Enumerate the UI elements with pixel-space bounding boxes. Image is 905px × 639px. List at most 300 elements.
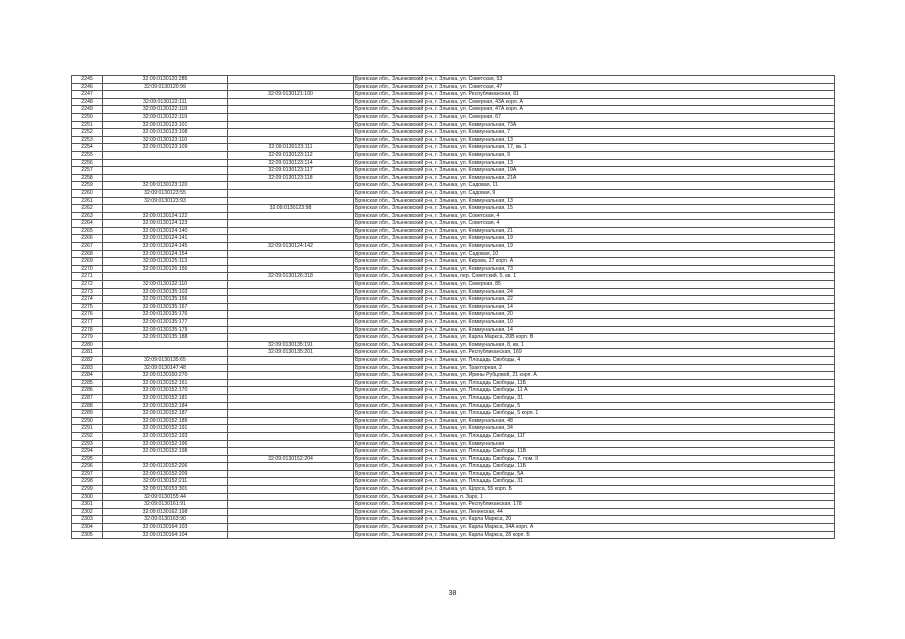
cadastral-number-cell: 32:09:0130152:181 bbox=[103, 394, 228, 402]
table-row bbox=[72, 235, 835, 243]
table-row bbox=[72, 470, 835, 478]
row-number-cell: 2283 bbox=[72, 364, 103, 372]
address-cell: Брянская обл., Злынковский р-н, г. Злынка, ул. Коммунальная, 20 bbox=[354, 311, 835, 319]
row-number-cell: 2262 bbox=[72, 205, 103, 213]
table-row bbox=[72, 493, 835, 501]
row-number-cell: 2259 bbox=[72, 182, 103, 190]
address-cell: Брянская обл., Злынковский р-н, г. Злынка, ул. Площадь Свободы, 5 bbox=[354, 402, 835, 410]
related-number-cell bbox=[228, 296, 354, 304]
table-row bbox=[72, 379, 835, 387]
row-number-cell: 2274 bbox=[72, 296, 103, 304]
table-row bbox=[72, 121, 835, 129]
related-number-cell bbox=[228, 425, 354, 433]
table-row bbox=[72, 76, 835, 84]
related-number-cell bbox=[228, 440, 354, 448]
cadastral-number-cell bbox=[103, 174, 228, 182]
table-row bbox=[72, 417, 835, 425]
cadastral-number-cell: 32:09:0130124:123 bbox=[103, 220, 228, 228]
related-number-cell: 32:09:0130123:98 bbox=[228, 205, 354, 213]
row-number-cell: 2286 bbox=[72, 387, 103, 395]
cadastral-number-cell: 32:09:0130147:48 bbox=[103, 364, 228, 372]
cadastral-number-cell bbox=[103, 91, 228, 99]
cadastral-number-cell: 32:09:0130152:209 bbox=[103, 470, 228, 478]
related-number-cell bbox=[228, 182, 354, 190]
table-row bbox=[72, 205, 835, 213]
row-number-cell: 2261 bbox=[72, 197, 103, 205]
related-number-cell bbox=[228, 212, 354, 220]
row-number-cell: 2285 bbox=[72, 379, 103, 387]
related-number-cell bbox=[228, 334, 354, 342]
cadastral-number-cell: 32:09:0130123:108 bbox=[103, 129, 228, 137]
cadastral-number-cell: 32:09:0130123:55 bbox=[103, 189, 228, 197]
address-cell: Брянская обл., Злынковский р-н, г. Злынка, ул. Северная, 43А корп. А bbox=[354, 98, 835, 106]
related-number-cell bbox=[228, 356, 354, 364]
related-number-cell: 32:09:0130123:111 bbox=[228, 144, 354, 152]
cadastral-number-cell: 32:09:0130123:101 bbox=[103, 121, 228, 129]
table-row bbox=[72, 516, 835, 524]
address-cell: Брянская обл., Злынковский р-н, г. Злынка, ул. Советская, 4 bbox=[354, 220, 835, 228]
cadastral-number-cell: 32:09:0130122:111 bbox=[103, 98, 228, 106]
related-number-cell: 32:09:0130135:201 bbox=[228, 349, 354, 357]
address-cell: Брянская обл., Злынковский р-н, г. Злынка, ул. Садовая, 10 bbox=[354, 250, 835, 258]
related-number-cell bbox=[228, 387, 354, 395]
row-number-cell: 2270 bbox=[72, 265, 103, 273]
address-cell: Брянская обл., Злынковский р-н, г. Злынка, ул. Северная, 47А корп. А bbox=[354, 106, 835, 114]
address-cell: Брянская обл., Злынковский р-н, г. Злынка, ул. Щорса, 55 корп. Б bbox=[354, 486, 835, 494]
table-row bbox=[72, 448, 835, 456]
table-row bbox=[72, 220, 835, 228]
row-number-cell: 2290 bbox=[72, 417, 103, 425]
related-number-cell bbox=[228, 281, 354, 289]
related-number-cell bbox=[228, 470, 354, 478]
address-cell: Брянская обл., Злынковский р-н, г. Злынка, ул. Карла Маркса, 20В корп. В bbox=[354, 334, 835, 342]
row-number-cell: 2293 bbox=[72, 440, 103, 448]
address-cell: Брянская обл., Злынковский р-н, г. Злынка, ул. Площадь Свободы, 4 bbox=[354, 356, 835, 364]
cadastral-number-cell: 32:09:0130163:90 bbox=[103, 516, 228, 524]
address-cell: Брянская обл., Злынковский р-н, г. Злынка, ул. Коммунальная, 73А bbox=[354, 121, 835, 129]
row-number-cell: 2284 bbox=[72, 372, 103, 380]
address-cell: Брянская обл., Злынковский р-н, г. Злынка, ул. Коммунальная, 13 bbox=[354, 197, 835, 205]
cadastral-number-cell: 32:09:0130124:141 bbox=[103, 235, 228, 243]
cadastral-number-cell bbox=[103, 159, 228, 167]
related-number-cell bbox=[228, 303, 354, 311]
related-number-cell bbox=[228, 364, 354, 372]
address-cell: Брянская обл., Злынковский р-н, г. Злынка, ул. Коммунальная, 48 bbox=[354, 417, 835, 425]
row-number-cell: 2300 bbox=[72, 493, 103, 501]
table-row bbox=[72, 394, 835, 402]
table-row bbox=[72, 98, 835, 106]
table-row bbox=[72, 174, 835, 182]
table-row bbox=[72, 159, 835, 167]
table-row bbox=[72, 182, 835, 190]
registry-table-body bbox=[72, 76, 835, 539]
address-cell: Брянская обл., Злынковский р-н, г. Злынка, ул. Северная, 67 bbox=[354, 113, 835, 121]
table-row bbox=[72, 524, 835, 532]
table-row bbox=[72, 478, 835, 486]
related-number-cell bbox=[228, 463, 354, 471]
cadastral-number-cell: 32:09:0130164:104 bbox=[103, 531, 228, 539]
table-row bbox=[72, 402, 835, 410]
row-number-cell: 2277 bbox=[72, 319, 103, 327]
address-cell: Брянская обл., Злынковский р-н, г. Злынка, ул. Площадь Свободы, 5А bbox=[354, 470, 835, 478]
row-number-cell: 2281 bbox=[72, 349, 103, 357]
row-number-cell: 2296 bbox=[72, 463, 103, 471]
address-cell: Брянская обл., Злынковский р-н, г. Злынка, ул. Садовая, 11 bbox=[354, 182, 835, 190]
table-row bbox=[72, 455, 835, 463]
row-number-cell: 2266 bbox=[72, 235, 103, 243]
cadastral-number-cell: 32:09:0130135:188 bbox=[103, 334, 228, 342]
related-number-cell bbox=[228, 121, 354, 129]
address-cell: Брянская обл., Злынковский р-н, г. Злынка, ул. Кирова, 27 корп. А bbox=[354, 258, 835, 266]
row-number-cell: 2288 bbox=[72, 402, 103, 410]
related-number-cell bbox=[228, 98, 354, 106]
address-cell: Брянская обл., Злынковский р-н, г. Злынка, ул. Коммунальная, 8, кв. 1 bbox=[354, 341, 835, 349]
related-number-cell: 32:09:0130123:112 bbox=[228, 151, 354, 159]
cadastral-number-cell: 32:09:0130155:44 bbox=[103, 493, 228, 501]
table-row bbox=[72, 265, 835, 273]
cadastral-number-cell: 32:09:0130153:301 bbox=[103, 486, 228, 494]
cadastral-number-cell: 32:09:0130135:177 bbox=[103, 319, 228, 327]
address-cell: Брянская обл., Злынковский р-н, г. Злынка, ул. Площадь Свободы, 11Г bbox=[354, 432, 835, 440]
related-number-cell bbox=[228, 410, 354, 418]
table-row bbox=[72, 319, 835, 327]
table-row bbox=[72, 83, 835, 91]
address-cell: Брянская обл., Злынковский р-н, г. Злынка, ул. Советская, 53 bbox=[354, 76, 835, 84]
address-cell: Брянская обл., Злынковский р-н, г. Злынка, ул. Коммунальная, 13 bbox=[354, 136, 835, 144]
row-number-cell: 2299 bbox=[72, 486, 103, 494]
cadastral-number-cell: 32:09:0130162:198 bbox=[103, 508, 228, 516]
address-cell: Брянская обл., Злынковский р-н, г. Злынка, ул. Коммунальная, 19 bbox=[354, 235, 835, 243]
cadastral-number-cell: 32:09:0130152:184 bbox=[103, 402, 228, 410]
table-row bbox=[72, 508, 835, 516]
table-row bbox=[72, 167, 835, 175]
table-row bbox=[72, 197, 835, 205]
row-number-cell: 2278 bbox=[72, 326, 103, 334]
table-row bbox=[72, 296, 835, 304]
address-cell: Брянская обл., Злынковский р-н, г. Злынка, ул. Республиканская, 169 bbox=[354, 349, 835, 357]
cadastral-number-cell: 32:09:0130124:154 bbox=[103, 250, 228, 258]
table-row bbox=[72, 129, 835, 137]
table-row bbox=[72, 364, 835, 372]
table-row bbox=[72, 326, 835, 334]
row-number-cell: 2265 bbox=[72, 227, 103, 235]
table-row bbox=[72, 243, 835, 251]
address-cell: Брянская обл., Злынковский р-н, г. Злынка, ул. Коммунальная, 19 bbox=[354, 243, 835, 251]
cadastral-number-cell: 32:09:0130152:189 bbox=[103, 417, 228, 425]
address-cell: Брянская обл., Злынковский р-н, г. Злынка, ул. Садовая, 9 bbox=[354, 189, 835, 197]
related-number-cell bbox=[228, 531, 354, 539]
address-cell: Брянская обл., Злынковский р-н, г. Злынка, ул. Площадь Свободы, 7, пом. II bbox=[354, 455, 835, 463]
cadastral-number-cell: 32:09:0130164:103 bbox=[103, 524, 228, 532]
address-cell: Брянская обл., Злынковский р-н, г. Злынка, ул. Площадь Свободы, 11Б bbox=[354, 463, 835, 471]
related-number-cell bbox=[228, 83, 354, 91]
row-number-cell: 2302 bbox=[72, 508, 103, 516]
related-number-cell bbox=[228, 113, 354, 121]
registry-table bbox=[71, 75, 835, 539]
row-number-cell: 2249 bbox=[72, 106, 103, 114]
related-number-cell bbox=[228, 508, 354, 516]
related-number-cell bbox=[228, 197, 354, 205]
related-number-cell bbox=[228, 394, 354, 402]
table-row bbox=[72, 258, 835, 266]
table-row bbox=[72, 387, 835, 395]
related-number-cell bbox=[228, 311, 354, 319]
cadastral-number-cell: 32:09:0130152:206 bbox=[103, 463, 228, 471]
cadastral-number-cell: 32:09:0130152:170 bbox=[103, 387, 228, 395]
address-cell: Брянская обл., Злынковский р-н, г. Злынка, ул. Коммунальная, 24 bbox=[354, 288, 835, 296]
related-number-cell bbox=[228, 129, 354, 137]
address-cell: Брянская обл., Злынковский р-н, г. Злынка, ул. Коммунальная, 19А bbox=[354, 167, 835, 175]
row-number-cell: 2250 bbox=[72, 113, 103, 121]
table-row bbox=[72, 250, 835, 258]
table-row bbox=[72, 341, 835, 349]
address-cell: Брянская обл., Злынковский р-н, г. Злынка, ул. Тракторная, 2 bbox=[354, 364, 835, 372]
row-number-cell: 2256 bbox=[72, 159, 103, 167]
table-row bbox=[72, 311, 835, 319]
row-number-cell: 2267 bbox=[72, 243, 103, 251]
table-row bbox=[72, 227, 835, 235]
row-number-cell: 2247 bbox=[72, 91, 103, 99]
address-cell: Брянская обл., Злынковский р-н, г. Злынка, ул. Коммунальная, 17, кв. 1 bbox=[354, 144, 835, 152]
cadastral-number-cell: 32:09:0130135:176 bbox=[103, 311, 228, 319]
cadastral-number-cell bbox=[103, 151, 228, 159]
table-row bbox=[72, 136, 835, 144]
address-cell: Брянская обл., Злынковский р-н, г. Злынка, ул. Карла Маркса, 28 корп. Б bbox=[354, 531, 835, 539]
table-row bbox=[72, 356, 835, 364]
row-number-cell: 2269 bbox=[72, 258, 103, 266]
cadastral-number-cell: 32:09:0130135:179 bbox=[103, 326, 228, 334]
row-number-cell: 2305 bbox=[72, 531, 103, 539]
table-row bbox=[72, 288, 835, 296]
cadastral-number-cell: 32:09:0130123:110 bbox=[103, 136, 228, 144]
address-cell: Брянская обл., Злынковский р-н, г. Злынка, ул. Республиканская, 81 bbox=[354, 91, 835, 99]
row-number-cell: 2251 bbox=[72, 121, 103, 129]
related-number-cell: 32:09:0130121:100 bbox=[228, 91, 354, 99]
address-cell: Брянская обл., Злынковский р-н, г. Злынка, ул. Площадь Свободы, 31 bbox=[354, 394, 835, 402]
cadastral-number-cell: 32:09:0130152:193 bbox=[103, 432, 228, 440]
row-number-cell: 2260 bbox=[72, 189, 103, 197]
row-number-cell: 2253 bbox=[72, 136, 103, 144]
table-row bbox=[72, 432, 835, 440]
cadastral-number-cell: 32:09:0130132:110 bbox=[103, 281, 228, 289]
related-number-cell bbox=[228, 106, 354, 114]
address-cell: Брянская обл., Злынковский р-н, г. Злынка, ул. Ирины Рубцовой, 21 корп. А bbox=[354, 372, 835, 380]
cadastral-number-cell bbox=[103, 349, 228, 357]
table-row bbox=[72, 463, 835, 471]
address-cell: Брянская обл., Злынковский р-н, г. Злынка, ул. Коммунальная, 13 bbox=[354, 159, 835, 167]
related-number-cell: 32:09:0130123:114 bbox=[228, 159, 354, 167]
table-row bbox=[72, 425, 835, 433]
related-number-cell bbox=[228, 379, 354, 387]
related-number-cell: 32:09:0130123:117 bbox=[228, 167, 354, 175]
cadastral-number-cell: 32:09:0130122:119 bbox=[103, 113, 228, 121]
address-cell: Брянская обл., Злынковский р-н, г. Злынка, ул. Коммунальная, 34 bbox=[354, 425, 835, 433]
row-number-cell: 2275 bbox=[72, 303, 103, 311]
cadastral-number-cell bbox=[103, 341, 228, 349]
row-number-cell: 2301 bbox=[72, 501, 103, 509]
cadastral-number-cell: 32:09:0130135:156 bbox=[103, 296, 228, 304]
cadastral-number-cell bbox=[103, 205, 228, 213]
row-number-cell: 2280 bbox=[72, 341, 103, 349]
address-cell: Брянская обл., Злынковский р-н, г. Злынка, ул. Северная, 85 bbox=[354, 281, 835, 289]
row-number-cell: 2257 bbox=[72, 167, 103, 175]
address-cell: Брянская обл., Злынковский р-н, г. Злынка, ул. Советская, 4 bbox=[354, 212, 835, 220]
cadastral-number-cell: 32:09:0130135:167 bbox=[103, 303, 228, 311]
row-number-cell: 2282 bbox=[72, 356, 103, 364]
cadastral-number-cell: 32:09:0130152:198 bbox=[103, 448, 228, 456]
row-number-cell: 2303 bbox=[72, 516, 103, 524]
cadastral-number-cell: 32:09:0130122:118 bbox=[103, 106, 228, 114]
related-number-cell bbox=[228, 258, 354, 266]
row-number-cell: 2304 bbox=[72, 524, 103, 532]
table-row bbox=[72, 281, 835, 289]
table-row bbox=[72, 410, 835, 418]
row-number-cell: 2276 bbox=[72, 311, 103, 319]
table-row bbox=[72, 212, 835, 220]
table-row bbox=[72, 91, 835, 99]
address-cell: Брянская обл., Злынковский р-н, г. Злынка, ул. Площадь Свободы, 11 А bbox=[354, 387, 835, 395]
related-number-cell bbox=[228, 372, 354, 380]
address-cell: Брянская обл., Злынковский р-н, г. Злынка, ул. Коммунальная, 22 bbox=[354, 296, 835, 304]
row-number-cell: 2268 bbox=[72, 250, 103, 258]
address-cell: Брянская обл., Злынковский р-н, г. Злынка, ул. Карла Маркса, 34А корп. А bbox=[354, 524, 835, 532]
related-number-cell bbox=[228, 136, 354, 144]
table-row bbox=[72, 349, 835, 357]
address-cell: Брянская обл., Злынковский р-н, г. Злынка, ул. Республиканская, 178 bbox=[354, 501, 835, 509]
address-cell: Брянская обл., Злынковский р-н, г. Злынка, ул. Коммунальная, 21 bbox=[354, 227, 835, 235]
related-number-cell bbox=[228, 227, 354, 235]
address-cell: Брянская обл., Злынковский р-н, г. Злынка, ул. Площадь Свободы, 11Б bbox=[354, 379, 835, 387]
row-number-cell: 2246 bbox=[72, 83, 103, 91]
cadastral-number-cell: 32:09:0130124:140 bbox=[103, 227, 228, 235]
cadastral-number-cell: 32:09:0130152:161 bbox=[103, 379, 228, 387]
table-row bbox=[72, 334, 835, 342]
cadastral-number-cell: 32:09:0130135:65 bbox=[103, 356, 228, 364]
related-number-cell bbox=[228, 235, 354, 243]
table-row bbox=[72, 372, 835, 380]
table-row bbox=[72, 440, 835, 448]
address-cell: Брянская обл., Злынковский р-н, г. Злынка, ул. Советская, 47 bbox=[354, 83, 835, 91]
row-number-cell: 2294 bbox=[72, 448, 103, 456]
related-number-cell bbox=[228, 432, 354, 440]
cadastral-number-cell: 32:09:0130124:122 bbox=[103, 212, 228, 220]
row-number-cell: 2271 bbox=[72, 273, 103, 281]
related-number-cell bbox=[228, 448, 354, 456]
row-number-cell: 2245 bbox=[72, 76, 103, 84]
address-cell: Брянская обл., Злынковский р-н, г. Злынка, ул. Коммунальная, 10 bbox=[354, 319, 835, 327]
row-number-cell: 2297 bbox=[72, 470, 103, 478]
address-cell: Брянская обл., Злынковский р-н, г. Злынка, ул. Карла Маркса, 20 bbox=[354, 516, 835, 524]
cadastral-number-cell: 32:09:0130152:196 bbox=[103, 440, 228, 448]
table-row bbox=[72, 273, 835, 281]
address-cell: Брянская обл., Злынковский р-н, г. Злынка, ул. Коммунальная, 7 bbox=[354, 129, 835, 137]
related-number-cell: 32:09:0130123:118 bbox=[228, 174, 354, 182]
related-number-cell bbox=[228, 478, 354, 486]
related-number-cell: 32:09:0130152:204 bbox=[228, 455, 354, 463]
related-number-cell bbox=[228, 319, 354, 327]
table-row bbox=[72, 303, 835, 311]
cadastral-number-cell bbox=[103, 273, 228, 281]
related-number-cell bbox=[228, 265, 354, 273]
address-cell: Брянская обл., Злынковский р-н, г. Злынка, ул. Коммунальная bbox=[354, 440, 835, 448]
related-number-cell bbox=[228, 326, 354, 334]
address-cell: Брянская обл., Злынковский р-н, г. Злынка, пер. Советский, 5, кв. 1 bbox=[354, 273, 835, 281]
related-number-cell: 32:09:0130135:191 bbox=[228, 341, 354, 349]
address-cell: Брянская обл., Злынковский р-н, г. Злынка, ул. Коммунальная, 73 bbox=[354, 265, 835, 273]
related-number-cell bbox=[228, 402, 354, 410]
related-number-cell: 32:09:0130124:142 bbox=[228, 243, 354, 251]
cadastral-number-cell: 32:09:0130150:270 bbox=[103, 372, 228, 380]
cadastral-number-cell bbox=[103, 455, 228, 463]
row-number-cell: 2272 bbox=[72, 281, 103, 289]
cadastral-number-cell bbox=[103, 167, 228, 175]
row-number-cell: 2295 bbox=[72, 455, 103, 463]
page-number: 38 bbox=[448, 590, 457, 597]
table-row bbox=[72, 189, 835, 197]
related-number-cell bbox=[228, 493, 354, 501]
cadastral-number-cell: 32:09:0130152:191 bbox=[103, 425, 228, 433]
address-cell: Брянская обл., Злынковский р-н, г. Злынка, ул. Коммунальная, 14 bbox=[354, 303, 835, 311]
address-cell: Брянская обл., Злынковский р-н, г. Злынка, ул. Площадь Свободы, 31 bbox=[354, 478, 835, 486]
row-number-cell: 2252 bbox=[72, 129, 103, 137]
table-row bbox=[72, 486, 835, 494]
related-number-cell bbox=[228, 516, 354, 524]
cadastral-number-cell: 32:09:0130123:93 bbox=[103, 197, 228, 205]
row-number-cell: 2263 bbox=[72, 212, 103, 220]
table-row bbox=[72, 113, 835, 121]
address-cell: Брянская обл., Злынковский р-н, г. Злынка, п. Зарх, 1 bbox=[354, 493, 835, 501]
row-number-cell: 2248 bbox=[72, 98, 103, 106]
related-number-cell bbox=[228, 76, 354, 84]
related-number-cell bbox=[228, 501, 354, 509]
related-number-cell bbox=[228, 524, 354, 532]
address-cell: Брянская обл., Злынковский р-н, г. Злынка, ул. Площадь Свободы, 11В bbox=[354, 448, 835, 456]
row-number-cell: 2254 bbox=[72, 144, 103, 152]
address-cell: Брянская обл., Злынковский р-н, г. Злынка, ул. Коммунальная, 9 bbox=[354, 151, 835, 159]
row-number-cell: 2273 bbox=[72, 288, 103, 296]
cadastral-number-cell: 32:09:0130135:103 bbox=[103, 288, 228, 296]
table-row bbox=[72, 106, 835, 114]
table-row bbox=[72, 501, 835, 509]
cadastral-number-cell: 32:09:0130125:113 bbox=[103, 258, 228, 266]
row-number-cell: 2298 bbox=[72, 478, 103, 486]
table-row bbox=[72, 151, 835, 159]
related-number-cell bbox=[228, 486, 354, 494]
row-number-cell: 2292 bbox=[72, 432, 103, 440]
cadastral-number-cell: 32:09:0130123:120 bbox=[103, 182, 228, 190]
cadastral-number-cell: 32:09:0130161:91 bbox=[103, 501, 228, 509]
address-cell: Брянская обл., Злынковский р-н, г. Злынка, ул. Площадь Свободы, 5 корп. 1 bbox=[354, 410, 835, 418]
table-row bbox=[72, 144, 835, 152]
row-number-cell: 2287 bbox=[72, 394, 103, 402]
address-cell: Брянская обл., Злынковский р-н, г. Злынка, ул. Коммунальная, 15 bbox=[354, 205, 835, 213]
row-number-cell: 2255 bbox=[72, 151, 103, 159]
address-cell: Брянская обл., Злынковский р-н, г. Злынка, ул. Коммунальная, 21А bbox=[354, 174, 835, 182]
row-number-cell: 2264 bbox=[72, 220, 103, 228]
related-number-cell bbox=[228, 288, 354, 296]
cadastral-number-cell: 32:09:0130124:145 bbox=[103, 243, 228, 251]
cadastral-number-cell: 32:09:0130152:211 bbox=[103, 478, 228, 486]
related-number-cell bbox=[228, 220, 354, 228]
related-number-cell: 32:09:0130126:318 bbox=[228, 273, 354, 281]
row-number-cell: 2258 bbox=[72, 174, 103, 182]
cadastral-number-cell: 32:09:0130123:109 bbox=[103, 144, 228, 152]
row-number-cell: 2279 bbox=[72, 334, 103, 342]
address-cell: Брянская обл., Злынковский р-н, г. Злынка, ул. Коммунальная, 14 bbox=[354, 326, 835, 334]
cadastral-number-cell: 32:09:0130120:285 bbox=[103, 76, 228, 84]
cadastral-number-cell: 32:09:0130152:187 bbox=[103, 410, 228, 418]
related-number-cell bbox=[228, 417, 354, 425]
